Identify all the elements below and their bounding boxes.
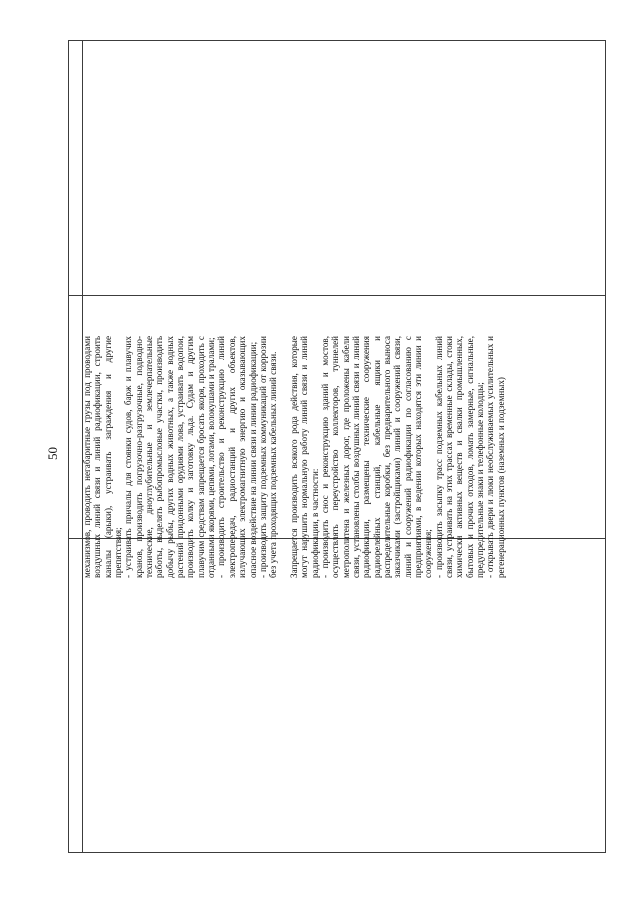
- paragraph: - производить строительство и реконструкцию линий электропередач, радиостанций и других объектов, излучающих электромагнитную энергию и оказывающих опасное воздействие на линии связи и линии радиофикации;: [216, 336, 258, 578]
- paragraph: - производить засыпку трасс подземных кабельных линий связи, устраивать на этих трассах временные склады, стоки химически активных веществ и свалки промышленных, бытовых и прочих отходов, ломать замерные, сигнальные, предупредительные знаки и телефонные колодцы;: [433, 336, 486, 578]
- document-table: [68, 40, 606, 853]
- cell-text: [82, 336, 600, 578]
- paragraph: механизмов, проводить негабаритные грузы под проводами воздушных линий связи и линий радиофикации, строить каналы (арыки), устраивать заграждения и другие препятствия;: [82, 336, 124, 578]
- paragraph: - устраивать причалы для стоянки судов, барж и плавучих кранов, производить погрузочно-разгрузочные, подводно-технические, дноуглубительные и землечерпательные работы, выделять рыбопромысловые участки, производить добычу рыбы, других водных животных, а также водных растений придонными орудиями лова, устраивать водопои, производить колку и заготовку льда. Судам и другим плавучим средствам запрещается бросать якоря, проходить с отданными якорями, цепями, лотами, волокушами и тралами;: [123, 336, 217, 578]
- page-number: 50: [45, 447, 60, 460]
- paragraph: - открывать двери и люки необслуживаемых усилительных и регенерационных пунктов (наземных и подземных): [485, 336, 506, 578]
- paragraph: Запрещается производить всякого рода действия, которые могут нарушить нормальную работу линий связи и линий радиофикации, в частности:: [288, 336, 320, 578]
- paragraph: - производить защиту подземных коммуникаций от коррозии без учета проходящих подземных кабельных линий связи.: [257, 336, 279, 578]
- table-row-divider: [69, 295, 605, 296]
- paragraph-spacer: [279, 336, 289, 578]
- paragraph: - производить снос и реконструкцию зданий и мостов, осуществлять переустройство коллекторов, туннелей метрополитена и железных дорог, где проложены кабели связи, установлены столбы воздушных линий связи и линий радиофикации, размещены технические сооружения радиорелейных станций, кабельные ящики и распределительные коробки, без предварительного выноса заказчиками (застройщиками) линий и сооружений связи, линий и сооружений радиофикации по согласованию с предприятиями, в ведении которых находятся эти линии и сооружения;: [319, 336, 434, 578]
- text-cell: [82, 336, 600, 578]
